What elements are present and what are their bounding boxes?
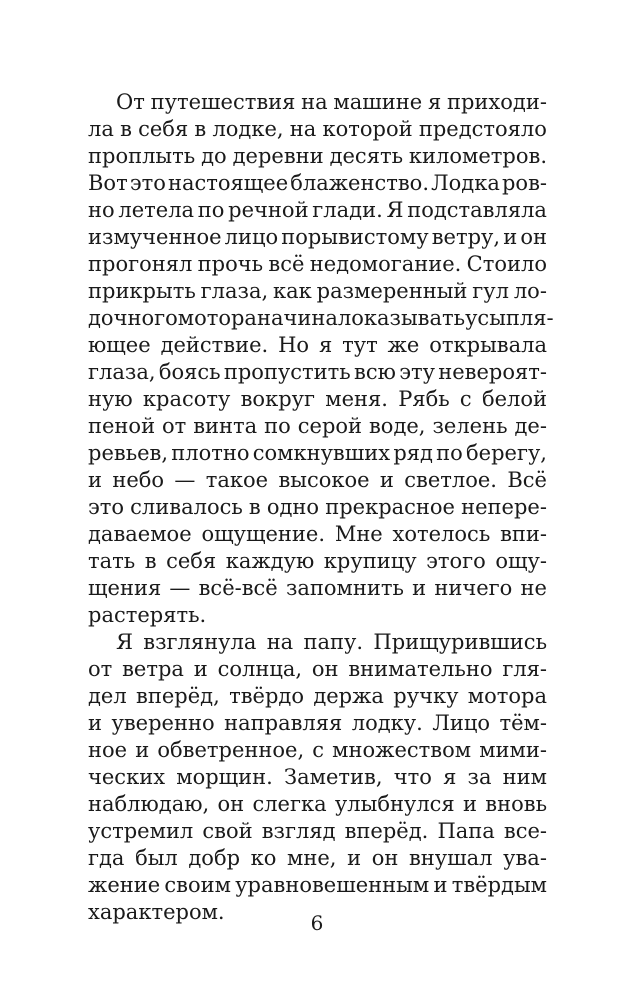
word: путешествия [150, 90, 296, 114]
word: глаза, [88, 360, 156, 384]
word: крупицу [323, 549, 417, 573]
word: это [88, 495, 125, 519]
word: боясь [158, 360, 221, 384]
word: ров- [501, 171, 547, 195]
text-line [88, 629, 547, 656]
word: мотора [177, 306, 257, 330]
word: за [467, 765, 492, 789]
word: и [503, 225, 518, 249]
word: прогонял [88, 252, 193, 276]
word: всё-всё [198, 576, 278, 600]
word: Всё [507, 468, 547, 492]
word: уравновешенным [235, 873, 430, 897]
text-line [88, 197, 547, 224]
word: Я [116, 630, 133, 654]
word: берегу, [466, 441, 547, 465]
word: внимательно [348, 657, 493, 681]
word: на [301, 90, 328, 114]
word: ветра [122, 657, 184, 681]
word: ним [502, 765, 547, 789]
word: вперёд. [344, 819, 429, 843]
word: Прищурившись [373, 630, 547, 654]
word: на [289, 117, 317, 141]
word: измученное [88, 225, 222, 249]
word: твёрдым [451, 873, 547, 897]
paragraph [88, 89, 554, 629]
word: по [197, 198, 225, 222]
text-line [88, 710, 547, 737]
word: ла [88, 117, 114, 141]
word: вокруг [240, 387, 316, 411]
word: до [201, 144, 227, 168]
word: направляя [224, 711, 343, 735]
word: всю [354, 360, 396, 384]
word: небо [112, 468, 165, 492]
word: тут [342, 333, 378, 357]
word: себя [138, 117, 189, 141]
word: был [135, 846, 178, 870]
word: взглянула [143, 630, 257, 654]
word: я [427, 90, 442, 114]
word: ло- [513, 279, 547, 303]
word: дел [88, 684, 127, 708]
word: серой [297, 414, 363, 438]
word: он [371, 846, 399, 870]
word: и [193, 657, 208, 681]
word: открывала [429, 333, 547, 357]
text-line [88, 143, 547, 170]
text-line [88, 116, 547, 143]
word: по [436, 441, 463, 465]
word: плотно [171, 441, 250, 465]
text-line [88, 602, 547, 629]
word: и [379, 468, 394, 492]
word: Лодка [431, 171, 500, 195]
word: этого [426, 549, 486, 573]
word: ко [250, 846, 277, 870]
word: от [88, 657, 113, 681]
word: улыбнулся [334, 792, 455, 816]
word: высокое [278, 468, 370, 492]
word: пеной [88, 414, 156, 438]
word: он [311, 657, 339, 681]
word: Но [278, 333, 310, 357]
word: даваемое [88, 522, 192, 546]
word: мотора [467, 684, 547, 708]
word: предстояло [418, 117, 547, 141]
word: подставляла [407, 198, 547, 222]
body-text [88, 89, 554, 926]
text-line [88, 278, 547, 305]
text-line [88, 872, 547, 899]
text-line [88, 305, 554, 332]
word: километров. [408, 144, 547, 168]
word: твёрдо [229, 684, 304, 708]
word: обветренное, [157, 738, 305, 762]
word: десять [329, 144, 403, 168]
word: лодку. [351, 711, 423, 735]
word: гда [88, 846, 125, 870]
word: в [144, 549, 157, 573]
word: он [520, 225, 547, 249]
word: на [266, 630, 294, 654]
word: все- [503, 819, 547, 843]
word: ощущение. [201, 522, 326, 546]
word: щения [88, 576, 162, 600]
word: винта [193, 414, 258, 438]
text-line [88, 575, 547, 602]
word: тать [88, 549, 136, 573]
word: пропустить [223, 360, 351, 384]
word: жение [88, 873, 161, 897]
word: в [248, 495, 261, 519]
word: папу. [303, 630, 364, 654]
word: ува- [503, 846, 547, 870]
word: недомогание. [309, 252, 462, 276]
word: вперёд, [136, 684, 220, 708]
word: и [135, 738, 150, 762]
word: Я [386, 198, 404, 222]
word: уверенно [111, 711, 215, 735]
paragraph [88, 629, 547, 926]
text-line [88, 386, 547, 413]
text-line [88, 845, 547, 872]
word: множеством [332, 738, 472, 762]
word: растерять. [88, 603, 207, 627]
word: вновь [485, 792, 547, 816]
word: Вот [88, 171, 128, 195]
word: сомкнувших [252, 441, 391, 465]
text-line [88, 251, 547, 278]
word: впи- [500, 522, 547, 546]
word: всё [268, 252, 305, 276]
word: прекрасное [325, 495, 455, 519]
word: в [120, 117, 132, 141]
word: — [174, 468, 196, 492]
word: с [459, 387, 472, 411]
word: солнца, [217, 657, 303, 681]
word: и [462, 792, 477, 816]
word: невероят- [438, 360, 547, 384]
word: Рябь [398, 387, 450, 411]
word: проплыть [88, 144, 196, 168]
word: От [116, 90, 145, 114]
word: усыпля- [465, 306, 554, 330]
word: в [194, 117, 207, 141]
word: я [443, 765, 457, 789]
word: и [88, 711, 102, 735]
word: ческих [88, 765, 166, 789]
word: речной [228, 198, 309, 222]
word: белой [481, 387, 547, 411]
word: лицо [224, 225, 279, 249]
word: это [129, 171, 166, 195]
word: ревьев, [88, 441, 169, 465]
text-line [88, 467, 547, 494]
word: непере- [461, 495, 547, 519]
word: слегка [252, 792, 327, 816]
text-line [88, 359, 547, 386]
word: глади. [312, 198, 383, 222]
word: своим [164, 873, 231, 897]
word: но [88, 198, 115, 222]
word: с [312, 738, 325, 762]
word: ничего [434, 576, 513, 600]
word: де- [514, 414, 547, 438]
word: летела [118, 198, 195, 222]
word: светлое. [404, 468, 497, 492]
page-number: 6 [310, 911, 324, 935]
word: глаза, [200, 279, 269, 303]
text-line [88, 764, 547, 791]
word: — [169, 576, 191, 600]
text-line [88, 656, 547, 683]
word: начинал [256, 306, 352, 330]
word: настоящее [167, 171, 289, 195]
word: ющее [88, 333, 151, 357]
word: я [318, 333, 333, 357]
word: Мне [334, 522, 383, 546]
word: лодке, [212, 117, 284, 141]
word: он [217, 792, 245, 816]
word: дочного [88, 306, 178, 330]
word: держа [313, 684, 384, 708]
word: Заметив, [284, 765, 383, 789]
word: порывистому [281, 225, 429, 249]
word: и [412, 576, 427, 600]
word: которой [322, 117, 413, 141]
word: внушал [408, 846, 493, 870]
word: ветру, [431, 225, 501, 249]
text-line [88, 413, 547, 440]
word: действие. [160, 333, 269, 357]
word: и [347, 846, 362, 870]
word: Лицо [432, 711, 491, 735]
text-line [88, 440, 547, 467]
word: свой [202, 819, 253, 843]
word: красоту [142, 387, 231, 411]
word: от [162, 414, 187, 438]
word: такое [205, 468, 269, 492]
word: ное [88, 738, 128, 762]
text-line [88, 332, 547, 359]
word: как [273, 279, 312, 303]
text-line [88, 224, 547, 251]
text-line [88, 494, 547, 521]
word: не [520, 576, 547, 600]
text-line [88, 791, 547, 818]
word: ряд [393, 441, 433, 465]
word: оказывать [351, 306, 466, 330]
word: Стоило [466, 252, 547, 276]
text-line [88, 89, 547, 116]
word: себя [166, 549, 217, 573]
word: хотелось [392, 522, 491, 546]
word: размеренный [316, 279, 468, 303]
word: и [88, 468, 102, 492]
word: зелень [432, 414, 508, 438]
word: ручку [393, 684, 459, 708]
word: запомнить [285, 576, 404, 600]
text-line [88, 521, 547, 548]
word: приходи- [446, 90, 547, 114]
word: прочь [197, 252, 264, 276]
word: и [433, 873, 448, 897]
word: наблюдаю, [88, 792, 210, 816]
text-line [88, 548, 547, 575]
word: прикрыть [88, 279, 196, 303]
word: сливалось [130, 495, 243, 519]
word: ощу- [495, 549, 547, 573]
text-line [88, 170, 547, 197]
word: же [387, 333, 420, 357]
word: по [264, 414, 291, 438]
word: что [393, 765, 432, 789]
word: ную [88, 387, 133, 411]
word: машине [333, 90, 423, 114]
text-line [88, 737, 547, 764]
word: гул [472, 279, 509, 303]
text-line [88, 818, 547, 845]
word: мими- [479, 738, 547, 762]
word: одно [266, 495, 320, 519]
word: характером. [88, 900, 225, 924]
word: деревни [232, 144, 324, 168]
word: добр [188, 846, 241, 870]
word: блаженство. [290, 171, 430, 195]
word: меня. [325, 387, 388, 411]
word: Папа [437, 819, 495, 843]
word: устремил [88, 819, 194, 843]
text-line [88, 683, 547, 710]
word: гля- [502, 657, 547, 681]
word: мне, [287, 846, 337, 870]
word: взгляд [261, 819, 336, 843]
word: воде, [368, 414, 426, 438]
word: морщин. [176, 765, 273, 789]
word: эту [399, 360, 435, 384]
word: тём- [499, 711, 547, 735]
word: каждую [225, 549, 315, 573]
